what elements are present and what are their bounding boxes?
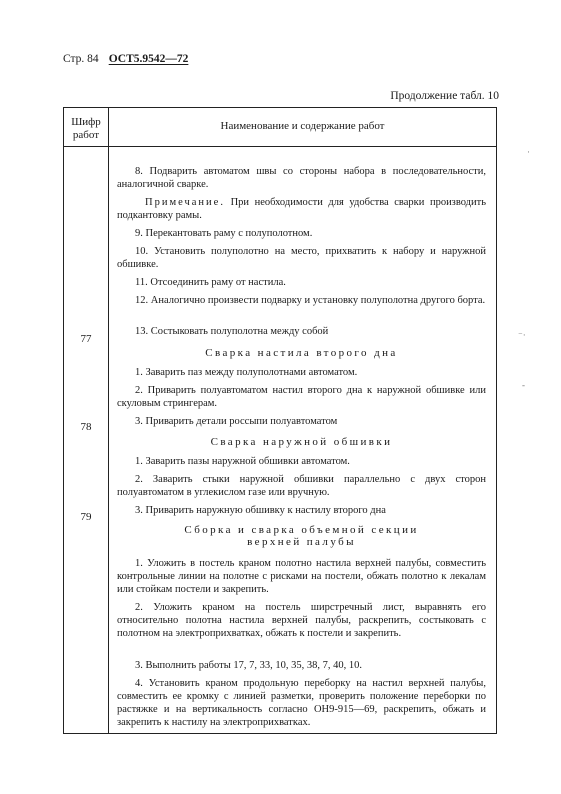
works-table: [63, 107, 497, 734]
s79-item-2: 2. Уложить краном на постель ширстречный лист, выравнять его относительно полотна настила верхней палубы, раскрепить, состыковать с полотном на электроприхватках, обжать к постели и закрепить.: [117, 602, 486, 639]
margin-speck: ⁻·: [518, 330, 526, 340]
item-13: 13. Состыковать полуполотна между собой: [135, 326, 329, 337]
header-divider: [64, 146, 496, 147]
section-title-77: Сварка настила второго дна: [205, 347, 398, 359]
work-code-77: 77: [80, 333, 92, 345]
page-header: [63, 53, 188, 65]
section-title-79-line1: Сборка и сварка объемной секции: [184, 524, 419, 536]
note-text: При необходимости для удобства сварки производить подкантовку рамы.: [117, 197, 487, 221]
code-header-line1: Шифр: [71, 116, 101, 128]
s77-item-1: 1. Заварить паз между полуполотнами автоматом.: [135, 367, 358, 378]
item-9: 9. Перекантовать раму с полуполотном.: [135, 228, 313, 239]
table-continuation-label: Продолжение табл. 10: [390, 90, 499, 102]
section-title-79-line2: верхней палубы: [247, 536, 356, 548]
note-lead: Примечание.: [145, 197, 225, 208]
s78-item-1: 1. Заварить пазы наружной обшивки автоматом.: [135, 456, 350, 467]
s78-item-3: 3. Приварить наружную обшивку к настилу второго дна: [135, 505, 386, 516]
name-column-header: Наименование и содержание работ: [220, 120, 385, 132]
margin-speck: -: [522, 380, 525, 390]
work-code-78: 78: [80, 421, 92, 433]
page-number: Стр. 84: [63, 53, 99, 65]
s79-item-1: 1. Уложить в постель краном полотно настила верхней палубы, совместить контрольные линии на полотне с рисками на постели, обжать полотно к лекалам или стойкам постели и закрепить.: [117, 558, 486, 595]
section-title-78: Сварка наружной обшивки: [210, 436, 393, 448]
s79-item-3: 3. Выполнить работы 17, 7, 33, 10, 35, 38, 7, 40, 10.: [135, 660, 363, 671]
margin-speck: ·: [527, 147, 530, 157]
item-12: 12. Аналогично произвести подварку и установку полуполотна другого борта.: [135, 295, 486, 306]
s78-item-2: 2. Заварить стыки наружной обшивки параллельно с двух сторон полуавтоматом в углекислом газе или вручную.: [117, 474, 486, 498]
note: [117, 196, 486, 222]
item-11: 11. Отсоединить раму от настила.: [135, 277, 286, 288]
code-header-line2: работ: [72, 129, 100, 141]
work-code-79: 79: [80, 511, 92, 523]
works-content: [117, 165, 487, 728]
standard-number: ОСТ5.9542—72: [108, 53, 189, 65]
item-8: 8. Подварить автоматом швы со стороны набора в последовательности, аналогичной сварке.: [117, 166, 486, 190]
s79-item-4: 4. Установить краном продольную переборку на настил верхней палубы, совместить ее кромку с линией разметки, проверить положение переборки по растяжке и на вертикальность согласно ОН9-915—69, раскрепить, обжать и закрепить к настилу на электроприхватках.: [117, 678, 486, 728]
s77-item-2: 2. Приварить полуавтоматом настил второго дна к наружной обшивке или скуловым стрингерам.: [117, 385, 486, 409]
column-divider: [108, 108, 109, 733]
s77-item-3: 3. Приварить детали россыпи полуавтоматом: [135, 416, 338, 427]
code-column-header: [64, 116, 108, 142]
item-10: 10. Установить полуполотно на место, прихватить к набору и наружной обшивке.: [117, 246, 486, 270]
